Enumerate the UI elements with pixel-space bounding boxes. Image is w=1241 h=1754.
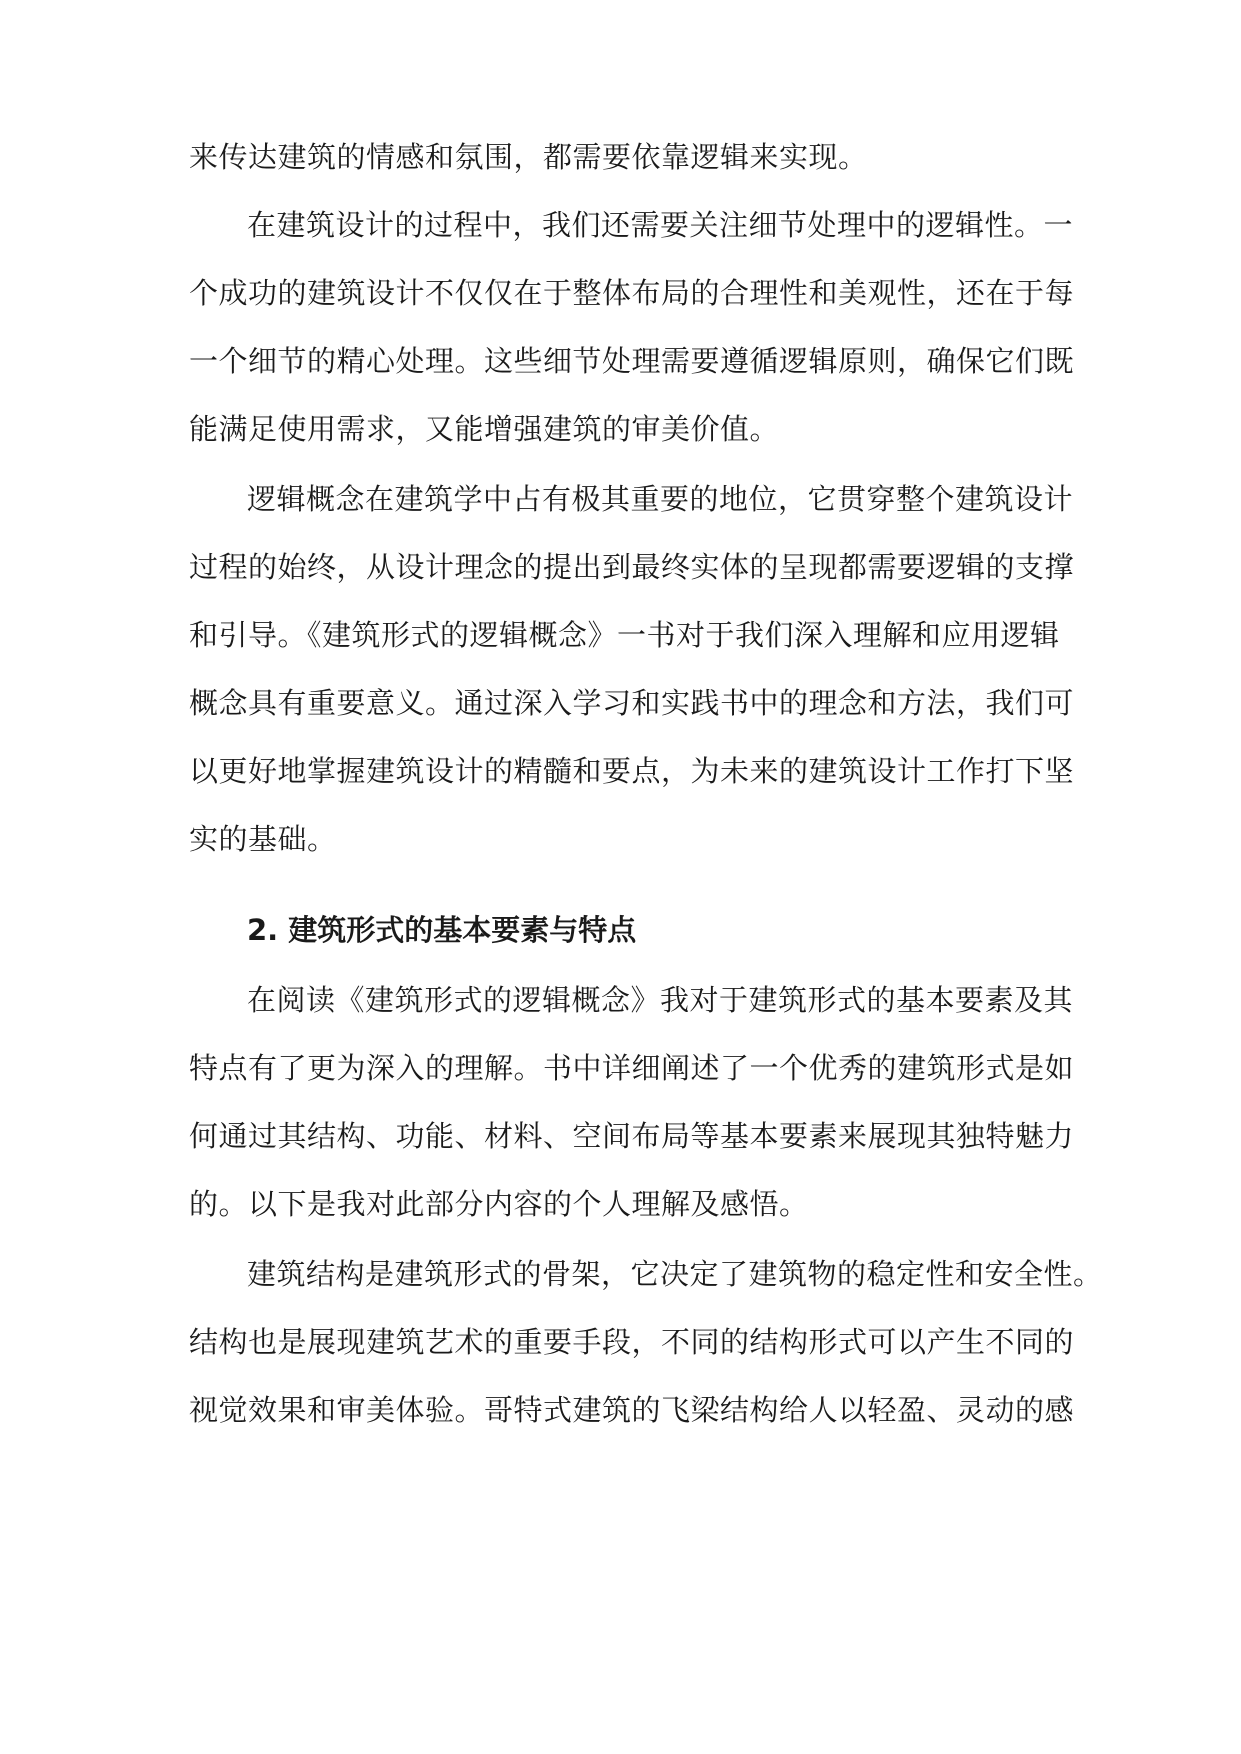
paragraph-3-line: 实的基础。 xyxy=(189,822,337,856)
paragraph-5-line: 结构也是展现建筑艺术的重要手段，不同的结构形式可以产生不同的 xyxy=(189,1325,1075,1359)
paragraph-4-line: 的。以下是我对此部分内容的个人理解及感悟。 xyxy=(189,1187,809,1221)
paragraph-4-line: 在阅读《建筑形式的逻辑概念》我对于建筑形式的基本要素及其 xyxy=(247,983,1074,1017)
paragraph-2-line: 个成功的建筑设计不仅仅在于整体布局的合理性和美观性，还在于每 xyxy=(189,276,1075,310)
paragraph-5-line: 建筑结构是建筑形式的骨架，它决定了建筑物的稳定性和安全性。 xyxy=(247,1257,1103,1291)
paragraph-2-line: 在建筑设计的过程中，我们还需要关注细节处理中的逻辑性。一 xyxy=(247,208,1074,242)
paragraph-4-line: 特点有了更为深入的理解。书中详细阐述了一个优秀的建筑形式是如 xyxy=(189,1051,1075,1085)
paragraph-4-line: 何通过其结构、功能、材料、空间布局等基本要素来展现其独特魅力 xyxy=(189,1119,1075,1153)
paragraph-1-line: 来传达建筑的情感和氛围，都需要依靠逻辑来实现。 xyxy=(189,140,868,174)
paragraph-2-line: 能满足使用需求，又能增强建筑的审美价值。 xyxy=(189,412,780,446)
paragraph-5-line: 视觉效果和审美体验。哥特式建筑的飞梁结构给人以轻盈、灵动的感 xyxy=(189,1393,1075,1427)
section-heading: 2. 建筑形式的基本要素与特点 xyxy=(247,913,637,947)
paragraph-3-line: 逻辑概念在建筑学中占有极其重要的地位，它贯穿整个建筑设计 xyxy=(247,482,1074,516)
paragraph-3-line: 和引导。《建筑形式的逻辑概念》一书对于我们深入理解和应用逻辑 xyxy=(189,618,1060,652)
paragraph-3-line: 以更好地掌握建筑设计的精髓和要点，为未来的建筑设计工作打下坚 xyxy=(189,754,1075,788)
paragraph-3-line: 过程的始终，从设计理念的提出到最终实体的呈现都需要逻辑的支撑 xyxy=(189,550,1075,584)
paragraph-3-line: 概念具有重要意义。通过深入学习和实践书中的理念和方法，我们可 xyxy=(189,686,1075,720)
paragraph-2-line: 一个细节的精心处理。这些细节处理需要遵循逻辑原则，确保它们既 xyxy=(189,344,1075,378)
